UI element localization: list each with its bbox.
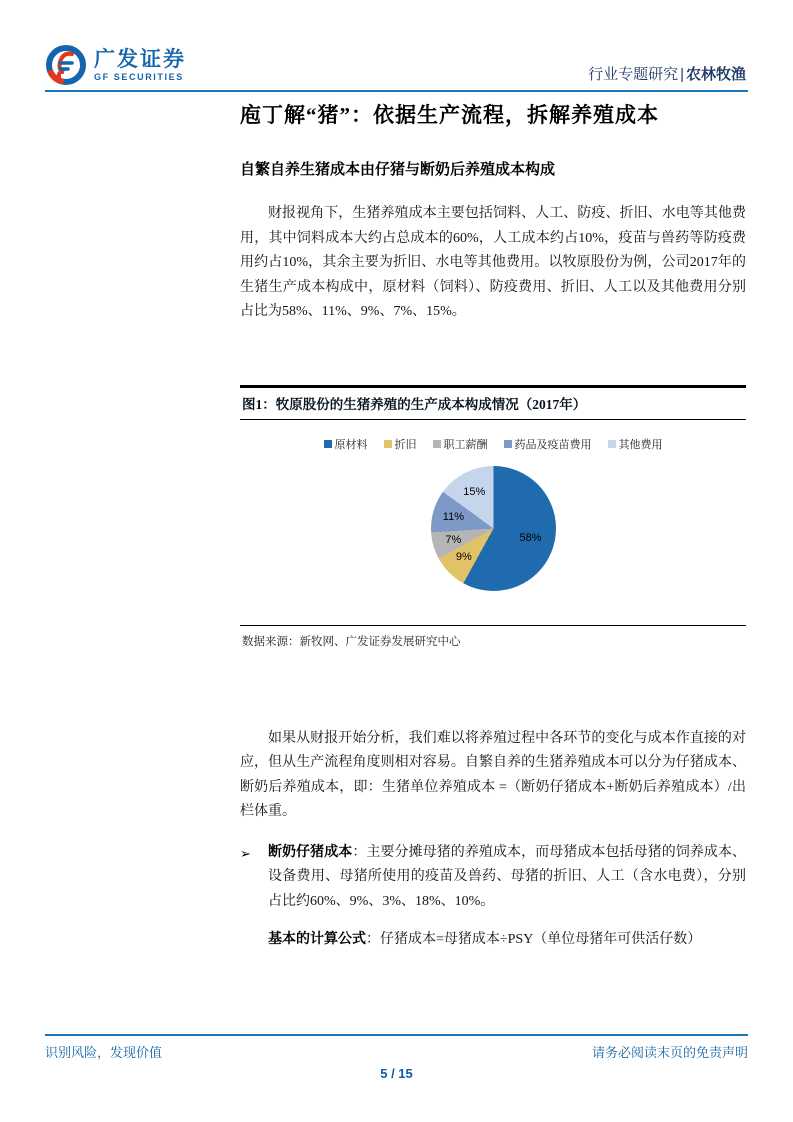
formula-text: ：仔猪成本=母猪成本÷PSY（单位母猪年可供活仔数） (366, 932, 702, 948)
legend-item (324, 436, 368, 452)
brand-name-en: GF SECURITIES (94, 71, 184, 82)
category-label: 行业专题研究 (588, 66, 679, 83)
figure-1-source: 数据来源：新牧网、广发证券发展研究中心 (240, 625, 746, 649)
legend-swatch-icon (384, 440, 392, 448)
brand-text (94, 49, 186, 82)
brand (45, 44, 186, 86)
legend-swatch-icon (504, 440, 512, 448)
legend-label: 原材料 (334, 438, 368, 451)
footer-slogan: 识别风险，发现价值 (45, 1045, 163, 1060)
pie-slice-label: 15% (463, 485, 486, 498)
page-footer (45, 1034, 748, 1081)
legend-label: 其他费用 (618, 438, 663, 451)
report-body (240, 96, 746, 953)
legend-swatch-icon (324, 440, 332, 448)
sector-label: 农林牧渔 (685, 66, 746, 83)
paragraph-process-analysis: 如果从财报开始分析，我们难以将养殖过程中各环节的变化与成本作直接的对应，但从生产流程角度则相对容易。自繁自养的生猪养殖成本可以分为仔猪成本、断奶后养殖成本，即：生猪单位养殖成本 =（断奶仔猪成本+断奶后养殖成本）/出栏体重。 (240, 730, 746, 820)
report-category (588, 63, 746, 84)
page-title: 庖丁解“猪”：依据生产流程，拆解养殖成本 (240, 103, 659, 127)
legend-swatch-icon (608, 440, 616, 448)
chart-legend (240, 436, 746, 452)
legend-item (433, 436, 488, 452)
legend-item (384, 436, 417, 452)
pie-slice-label: 11% (442, 510, 464, 523)
legend-label: 折旧 (394, 438, 417, 451)
legend-item (608, 436, 663, 452)
gf-securities-logo-icon (45, 44, 87, 86)
bullet-description: ：主要分摊母猪的养殖成本，而母猪成本包括母猪的饲养成本、设备费用、母猪所使用的疫苗及兽药、母猪的折旧、人工（含水电费），分别占比约60%、9%、3%、18%、10%。 (268, 844, 747, 909)
figure-1 (240, 385, 746, 649)
page-header (45, 46, 748, 92)
pie-chart (431, 466, 556, 591)
legend-label: 职工薪酬 (443, 438, 488, 451)
pie-slice-label: 7% (445, 533, 462, 546)
pie-slice-label: 9% (455, 551, 472, 564)
bullet-term: 断奶仔猪成本 (268, 844, 353, 860)
bullet-weaned-piglet-cost (240, 841, 746, 915)
arrow-bullet-icon: ➢ (240, 845, 251, 861)
brand-name-cn: 广发证券 (94, 47, 186, 71)
paragraph-cost-overview: 财报视角下，生猪养殖成本主要包括饲料、人工、防疫、折旧、水电等其他费用，其中饲料成本大约占总成本的60%，人工成本约占10%，疫苗与兽药等防疫费用约占10%，其余主要为折旧、水电等其他费用。以牧原股份为例，公司2017年的生猪生产成本构成中，原材料（饲料）、防疫费用、折旧、人工以及其他费用分别占比为58%、11%、9%、7%、15%。 (240, 206, 746, 320)
formula-line (240, 928, 746, 953)
section-subtitle: 自繁自养生猪成本由仔猪与断奶后养殖成本构成 (240, 162, 556, 179)
legend-label: 药品及疫苗费用 (514, 438, 592, 451)
pie-slice-label: 58% (519, 531, 542, 544)
bullet-text (268, 841, 746, 915)
pie-chart-area (240, 420, 746, 591)
pie-chart-wrap (240, 466, 746, 591)
legend-swatch-icon (433, 440, 441, 448)
formula-label: 基本的计算公式 (268, 932, 366, 948)
legend-item (504, 436, 592, 452)
figure-1-title: 图1：牧原股份的生猪养殖的生产成本构成情况（2017年） (240, 385, 746, 420)
footer-disclaimer: 请务必阅读末页的免责声明 (591, 1045, 748, 1060)
category-separator: | (680, 66, 684, 83)
page-number: 5 / 15 (380, 1066, 413, 1081)
